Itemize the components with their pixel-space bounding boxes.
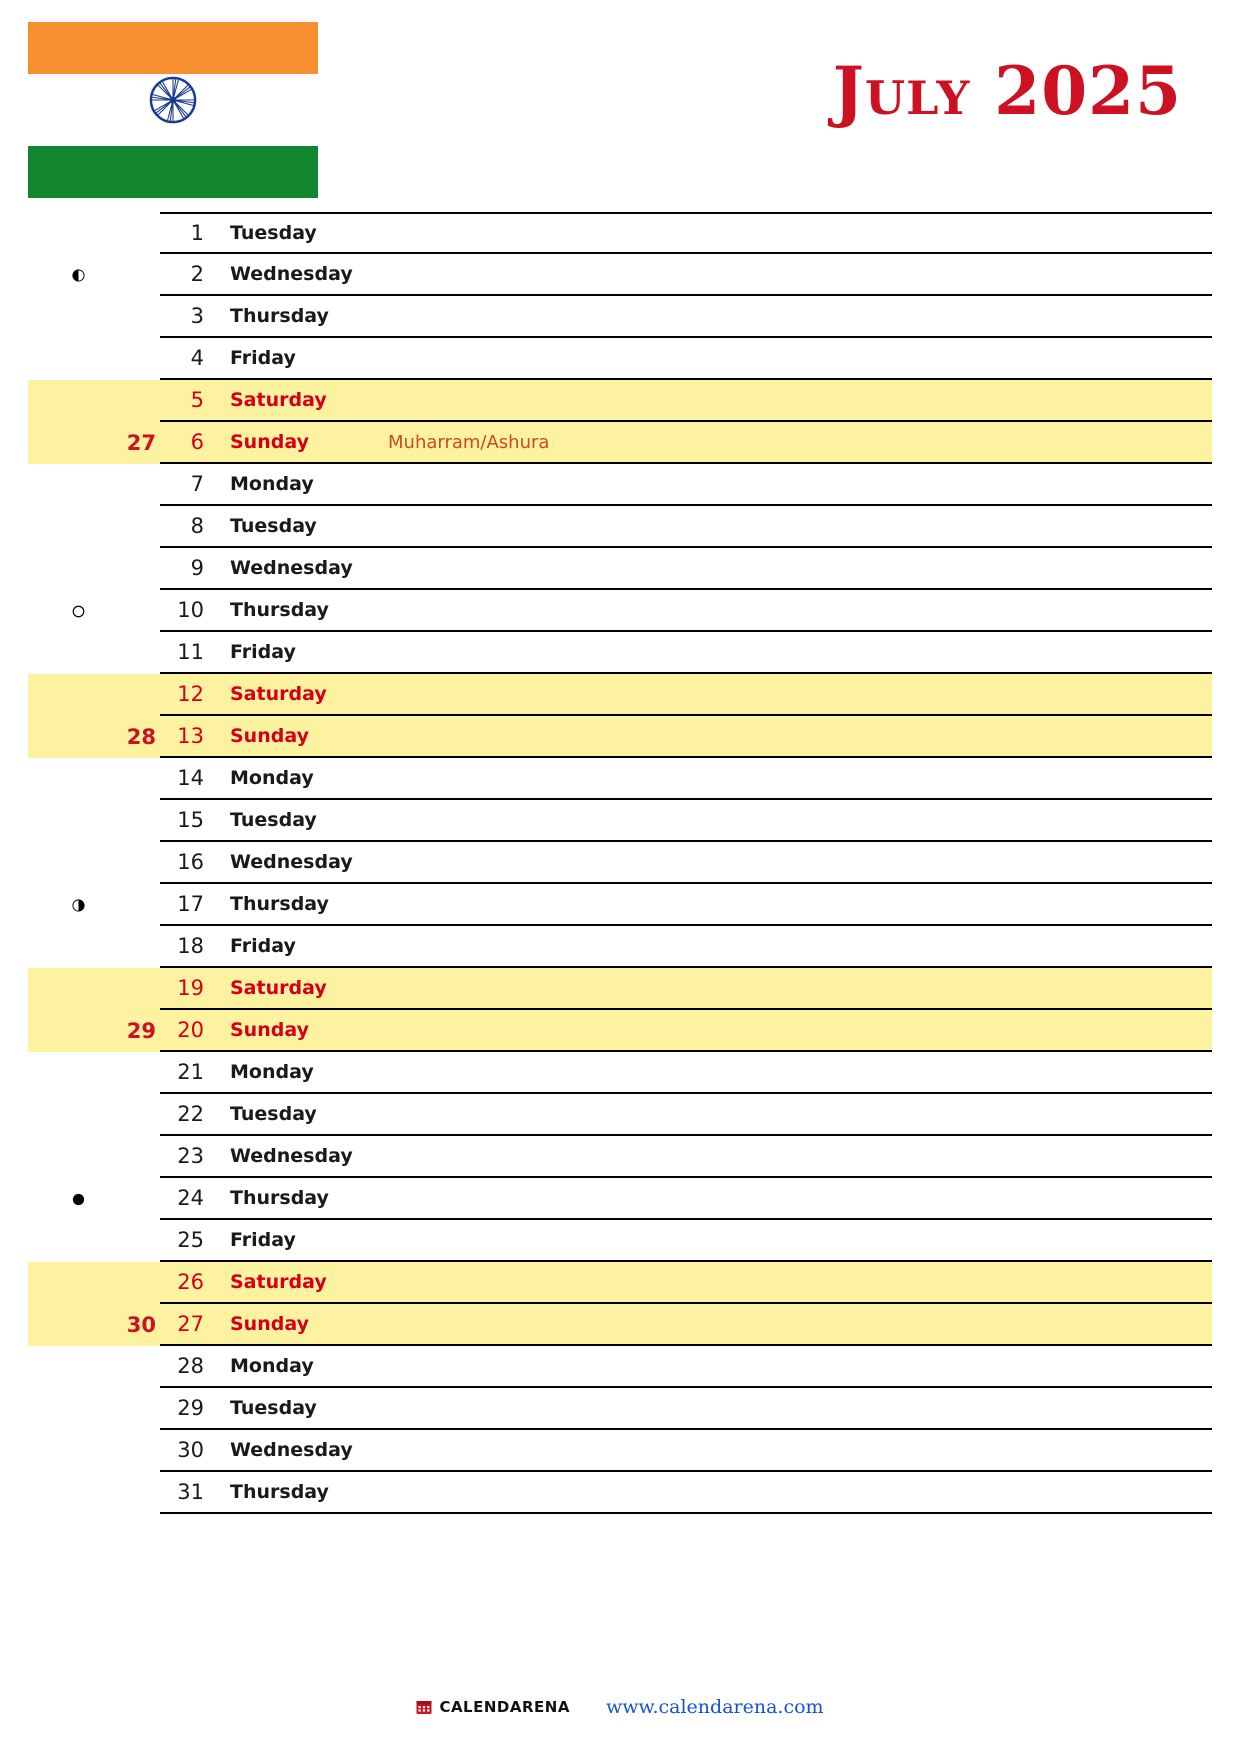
new-moon-icon (28, 590, 128, 632)
week-number: 29 (128, 1010, 160, 1052)
calendar-row (28, 1010, 1212, 1052)
week-number (128, 842, 160, 884)
moon-phase-slot (28, 800, 128, 842)
holiday-note (378, 1430, 1212, 1472)
moon-phase-slot (28, 1472, 128, 1514)
calendar-row (28, 758, 1212, 800)
moon-phase-slot (28, 632, 128, 674)
week-number: 30 (128, 1304, 160, 1346)
week-number (128, 632, 160, 674)
week-number (128, 212, 160, 254)
weekday-name: Monday (208, 1052, 378, 1094)
moon-phase-slot (28, 1136, 128, 1178)
weekday-name: Wednesday (208, 548, 378, 590)
holiday-note (378, 968, 1212, 1010)
holiday-note (378, 1094, 1212, 1136)
weekday-name: Wednesday (208, 842, 378, 884)
holiday-note (378, 1388, 1212, 1430)
weekday-name: Tuesday (208, 212, 378, 254)
moon-phase-slot (28, 212, 128, 254)
day-number: 21 (160, 1052, 208, 1094)
calendar-row (28, 548, 1212, 590)
weekday-name: Monday (208, 464, 378, 506)
week-number (128, 1346, 160, 1388)
calendar-row (28, 842, 1212, 884)
holiday-note (378, 800, 1212, 842)
weekday-name: Friday (208, 338, 378, 380)
weekday-name: Sunday (208, 1304, 378, 1346)
holiday-note (378, 1052, 1212, 1094)
week-number (128, 254, 160, 296)
weekday-name: Sunday (208, 1010, 378, 1052)
calendar-row (28, 716, 1212, 758)
calendar-icon (416, 1699, 432, 1715)
moon-phase-slot (28, 842, 128, 884)
calendar-row (28, 1304, 1212, 1346)
week-number (128, 1220, 160, 1262)
calendar-row (28, 254, 1212, 296)
day-number: 16 (160, 842, 208, 884)
moon-phase-slot (28, 1346, 128, 1388)
flag-band-saffron (28, 22, 318, 74)
moon-phase-slot (28, 296, 128, 338)
calendar-row (28, 422, 1212, 464)
week-number (128, 968, 160, 1010)
weekday-name: Thursday (208, 884, 378, 926)
day-number: 30 (160, 1430, 208, 1472)
weekday-name: Tuesday (208, 1094, 378, 1136)
calendar-row (28, 296, 1212, 338)
calendar-row (28, 212, 1212, 254)
moon-phase-slot (28, 674, 128, 716)
holiday-note: Muharram/Ashura (378, 422, 1212, 464)
calendar-row (28, 380, 1212, 422)
moon-phase-slot (28, 1262, 128, 1304)
calendar-row (28, 1388, 1212, 1430)
moon-phase-slot (28, 464, 128, 506)
day-number: 15 (160, 800, 208, 842)
day-number: 24 (160, 1178, 208, 1220)
day-number: 28 (160, 1346, 208, 1388)
holiday-note (378, 1178, 1212, 1220)
holiday-note (378, 1220, 1212, 1262)
week-number (128, 674, 160, 716)
moon-phase-slot (28, 1220, 128, 1262)
week-number (128, 926, 160, 968)
holiday-note (378, 1304, 1212, 1346)
holiday-note (378, 1262, 1212, 1304)
moon-phase-slot (28, 1010, 128, 1052)
weekday-name: Saturday (208, 968, 378, 1010)
calendar-row (28, 1136, 1212, 1178)
day-number: 14 (160, 758, 208, 800)
week-number (128, 1388, 160, 1430)
weekday-name: Saturday (208, 1262, 378, 1304)
calendar-row (28, 464, 1212, 506)
brand (416, 1698, 570, 1716)
week-number (128, 800, 160, 842)
day-number: 19 (160, 968, 208, 1010)
holiday-note (378, 1346, 1212, 1388)
day-number: 3 (160, 296, 208, 338)
holiday-note (378, 842, 1212, 884)
holiday-note (378, 590, 1212, 632)
day-number: 9 (160, 548, 208, 590)
moon-phase-slot (28, 1430, 128, 1472)
day-number: 7 (160, 464, 208, 506)
full-moon-icon (28, 1178, 128, 1220)
week-number (128, 1136, 160, 1178)
day-number: 10 (160, 590, 208, 632)
holiday-note (378, 380, 1212, 422)
day-number: 31 (160, 1472, 208, 1514)
moon-phase-slot (28, 758, 128, 800)
day-number: 29 (160, 1388, 208, 1430)
week-number: 28 (128, 716, 160, 758)
calendar-row (28, 1094, 1212, 1136)
day-number: 6 (160, 422, 208, 464)
moon-phase-slot (28, 380, 128, 422)
day-number: 22 (160, 1094, 208, 1136)
flag-band-green (28, 146, 318, 198)
calendar-row (28, 1472, 1212, 1514)
week-number (128, 338, 160, 380)
calendar-row (28, 1346, 1212, 1388)
india-flag (28, 22, 318, 198)
calendar-row (28, 926, 1212, 968)
holiday-note (378, 884, 1212, 926)
weekday-name: Thursday (208, 1472, 378, 1514)
page-footer (0, 1696, 1240, 1718)
page-title: July 2025 (832, 52, 1182, 130)
weekday-name: Thursday (208, 590, 378, 632)
day-number: 5 (160, 380, 208, 422)
last-quarter-moon-icon (28, 254, 128, 296)
holiday-note (378, 254, 1212, 296)
holiday-note (378, 212, 1212, 254)
weekday-name: Wednesday (208, 1430, 378, 1472)
moon-phase-slot (28, 926, 128, 968)
weekday-name: Tuesday (208, 800, 378, 842)
holiday-note (378, 632, 1212, 674)
day-number: 18 (160, 926, 208, 968)
day-number: 11 (160, 632, 208, 674)
moon-phase-slot (28, 1052, 128, 1094)
calendar-row (28, 1178, 1212, 1220)
week-number (128, 1262, 160, 1304)
day-number: 20 (160, 1010, 208, 1052)
calendar-row (28, 590, 1212, 632)
weekday-name: Sunday (208, 422, 378, 464)
weekday-name: Saturday (208, 674, 378, 716)
day-number: 2 (160, 254, 208, 296)
day-number: 17 (160, 884, 208, 926)
calendar-table (28, 212, 1212, 1514)
moon-phase-slot (28, 968, 128, 1010)
holiday-note (378, 548, 1212, 590)
weekday-name: Wednesday (208, 254, 378, 296)
weekday-name: Friday (208, 1220, 378, 1262)
calendar-row (28, 884, 1212, 926)
weekday-name: Saturday (208, 380, 378, 422)
week-number (128, 1094, 160, 1136)
first-quarter-moon-icon (28, 884, 128, 926)
weekday-name: Friday (208, 926, 378, 968)
moon-phase-slot (28, 716, 128, 758)
holiday-note (378, 506, 1212, 548)
moon-phase-slot (28, 1304, 128, 1346)
week-number (128, 380, 160, 422)
weekday-name: Wednesday (208, 1136, 378, 1178)
moon-phase-slot (28, 422, 128, 464)
week-number (128, 1052, 160, 1094)
holiday-note (378, 338, 1212, 380)
calendar-row (28, 1262, 1212, 1304)
week-number (128, 1178, 160, 1220)
day-number: 25 (160, 1220, 208, 1262)
day-number: 13 (160, 716, 208, 758)
holiday-note (378, 296, 1212, 338)
ashoka-chakra-icon (149, 76, 197, 124)
weekday-name: Tuesday (208, 506, 378, 548)
day-number: 4 (160, 338, 208, 380)
day-number: 27 (160, 1304, 208, 1346)
calendar-row (28, 1430, 1212, 1472)
week-number (128, 758, 160, 800)
week-number (128, 884, 160, 926)
calendar-row (28, 1052, 1212, 1094)
weekday-name: Sunday (208, 716, 378, 758)
holiday-note (378, 1010, 1212, 1052)
day-number: 1 (160, 212, 208, 254)
week-number (128, 590, 160, 632)
weekday-name: Friday (208, 632, 378, 674)
day-number: 23 (160, 1136, 208, 1178)
day-number: 26 (160, 1262, 208, 1304)
holiday-note (378, 1472, 1212, 1514)
calendar-row (28, 674, 1212, 716)
holiday-note (378, 674, 1212, 716)
week-number (128, 1472, 160, 1514)
holiday-note (378, 464, 1212, 506)
moon-phase-slot (28, 338, 128, 380)
website-link[interactable]: www.calendarena.com (605, 1696, 824, 1718)
holiday-note (378, 716, 1212, 758)
calendar-row (28, 338, 1212, 380)
week-number (128, 296, 160, 338)
weekday-name: Thursday (208, 1178, 378, 1220)
page-header (0, 0, 1240, 200)
week-number (128, 464, 160, 506)
week-number (128, 548, 160, 590)
moon-phase-slot (28, 1094, 128, 1136)
calendar-row (28, 506, 1212, 548)
holiday-note (378, 926, 1212, 968)
calendar-row (28, 632, 1212, 674)
week-number (128, 506, 160, 548)
moon-phase-slot (28, 1388, 128, 1430)
weekday-name: Thursday (208, 296, 378, 338)
calendar-row (28, 1220, 1212, 1262)
weekday-name: Tuesday (208, 1388, 378, 1430)
week-number: 27 (128, 422, 160, 464)
weekday-name: Monday (208, 758, 378, 800)
holiday-note (378, 758, 1212, 800)
brand-label: CALENDARENA (439, 1698, 570, 1716)
calendar-row (28, 800, 1212, 842)
calendar-row (28, 968, 1212, 1010)
day-number: 8 (160, 506, 208, 548)
day-number: 12 (160, 674, 208, 716)
moon-phase-slot (28, 548, 128, 590)
moon-phase-slot (28, 506, 128, 548)
weekday-name: Monday (208, 1346, 378, 1388)
holiday-note (378, 1136, 1212, 1178)
week-number (128, 1430, 160, 1472)
